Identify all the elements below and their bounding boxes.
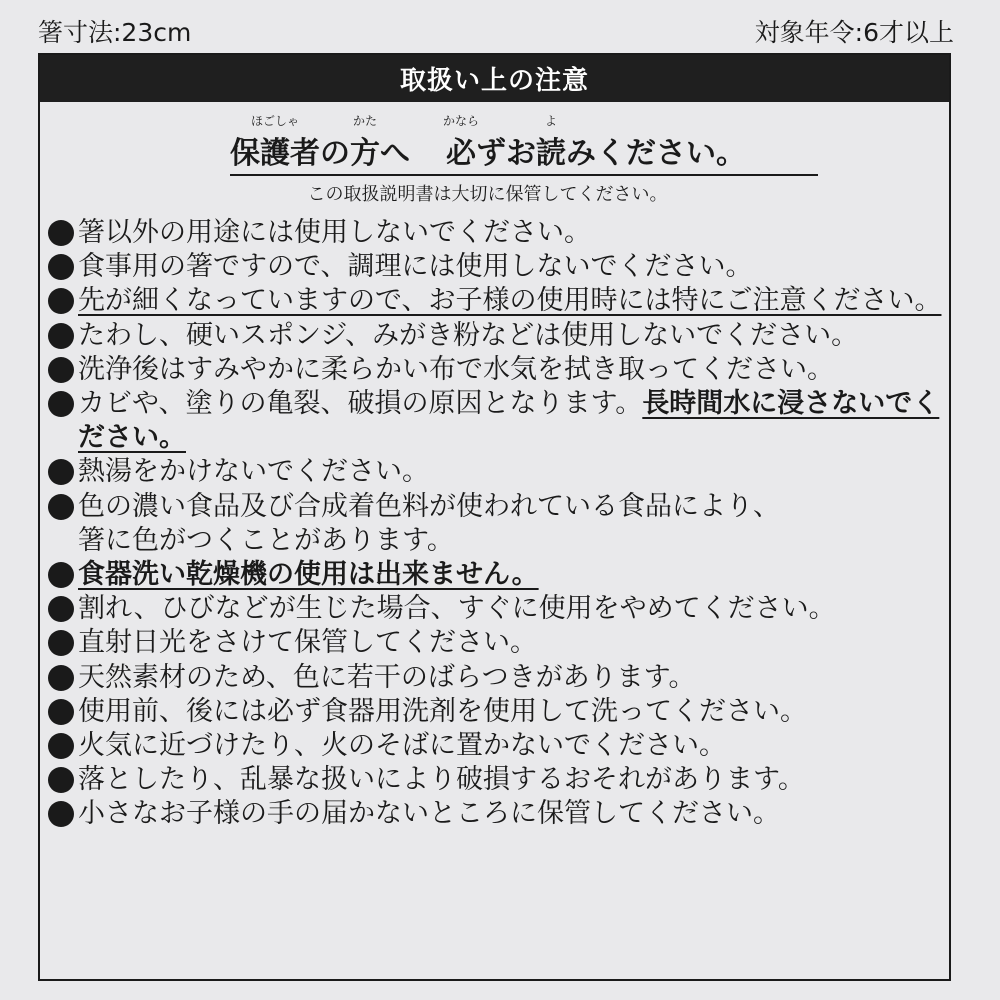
keep-manual-note: この取扱説明書は大切に保管してください。	[307, 184, 668, 205]
bullet-icon	[48, 699, 74, 725]
bullet-icon	[48, 494, 74, 520]
guardian-line	[230, 114, 746, 174]
bullet-icon	[48, 630, 74, 656]
no-soak-warning: 長時間水に浸さないでください。	[78, 388, 940, 454]
ruby-kanara: かなら	[442, 114, 480, 128]
guardian-word-8: みください。	[566, 136, 746, 171]
bullet-icon	[48, 391, 74, 417]
caution-list	[40, 216, 949, 832]
list-item: 箸以外の用途には使用しないでください。	[48, 216, 949, 250]
bullet-icon	[48, 459, 74, 485]
bullet-icon	[48, 665, 74, 691]
mold-warning-text: カビや、塗りの亀裂、破損の原因となります。	[78, 388, 643, 420]
ruby-kata: かた	[352, 114, 378, 128]
guardian-underline	[230, 174, 818, 176]
list-item: 割れ、ひびなどが生じた場合、すぐに使用をやめてください。	[48, 592, 949, 626]
list-item	[48, 387, 949, 455]
list-item: 火気に近づけたり、火のそばに置かないでください。	[48, 729, 949, 763]
guardian-word-3: かた 方	[350, 114, 380, 171]
bullet-icon	[48, 220, 74, 246]
bullet-icon	[48, 596, 74, 622]
caution-title: 取扱い上の注意	[399, 66, 589, 96]
list-item: 色の濃い食品及び合成着色料が使われている食品により、 箸に色がつくことがあります。	[48, 490, 949, 558]
guardian-word-2: の	[320, 136, 350, 171]
list-item: 洗浄後はすみやかに柔らかい布で水気を拭き取ってください。	[48, 353, 949, 387]
list-item: 食事用の箸ですので、調理には使用しないでください。	[48, 250, 949, 284]
list-item: 小さなお子様の手の届かないところに保管してください。	[48, 797, 949, 831]
bullet-icon	[48, 323, 74, 349]
bullet-icon	[48, 733, 74, 759]
list-item: 食器洗い乾燥機の使用は出来ません。	[48, 558, 949, 592]
bullet-icon	[48, 288, 74, 314]
guardian-word-4: へ	[380, 136, 410, 171]
list-item: 熱湯をかけないでください。	[48, 455, 949, 489]
top-info	[38, 16, 954, 50]
bullet-icon	[48, 254, 74, 280]
guardian-word-6: ずお	[476, 136, 536, 171]
list-item: 天然素材のため、色に若干のばらつきがあります。	[48, 661, 949, 695]
bullet-icon	[48, 767, 74, 793]
chopstick-length-label: 箸寸法:23cm	[38, 18, 192, 47]
target-age-label: 対象年令:6才以上	[754, 18, 954, 47]
caution-header	[40, 55, 949, 102]
caution-box	[38, 53, 951, 981]
bullet-icon	[48, 801, 74, 827]
list-item: 落としたり、乱暴な扱いにより破損するおそれがあります。	[48, 763, 949, 797]
guardian-word-5: かなら 必	[442, 114, 480, 171]
list-item: たわし、硬いスポンジ、みがき粉などは使用しないでください。	[48, 319, 949, 353]
bullet-icon	[48, 357, 74, 383]
guardian-word-1: ほごしゃ 保護者	[230, 114, 320, 171]
list-item: 直射日光をさけて保管してください。	[48, 626, 949, 660]
list-item: 先が細くなっていますので、お子様の使用時には特にご注意ください。	[48, 284, 949, 318]
guardian-word-7: よ 読	[536, 114, 566, 171]
guardian-notice	[40, 116, 949, 174]
list-item: 使用前、後には必ず食器用洗剤を使用して洗ってください。	[48, 695, 949, 729]
ruby-hogosha: ほごしゃ	[250, 114, 300, 128]
ruby-yo: よ	[544, 114, 558, 128]
bullet-icon	[48, 562, 74, 588]
